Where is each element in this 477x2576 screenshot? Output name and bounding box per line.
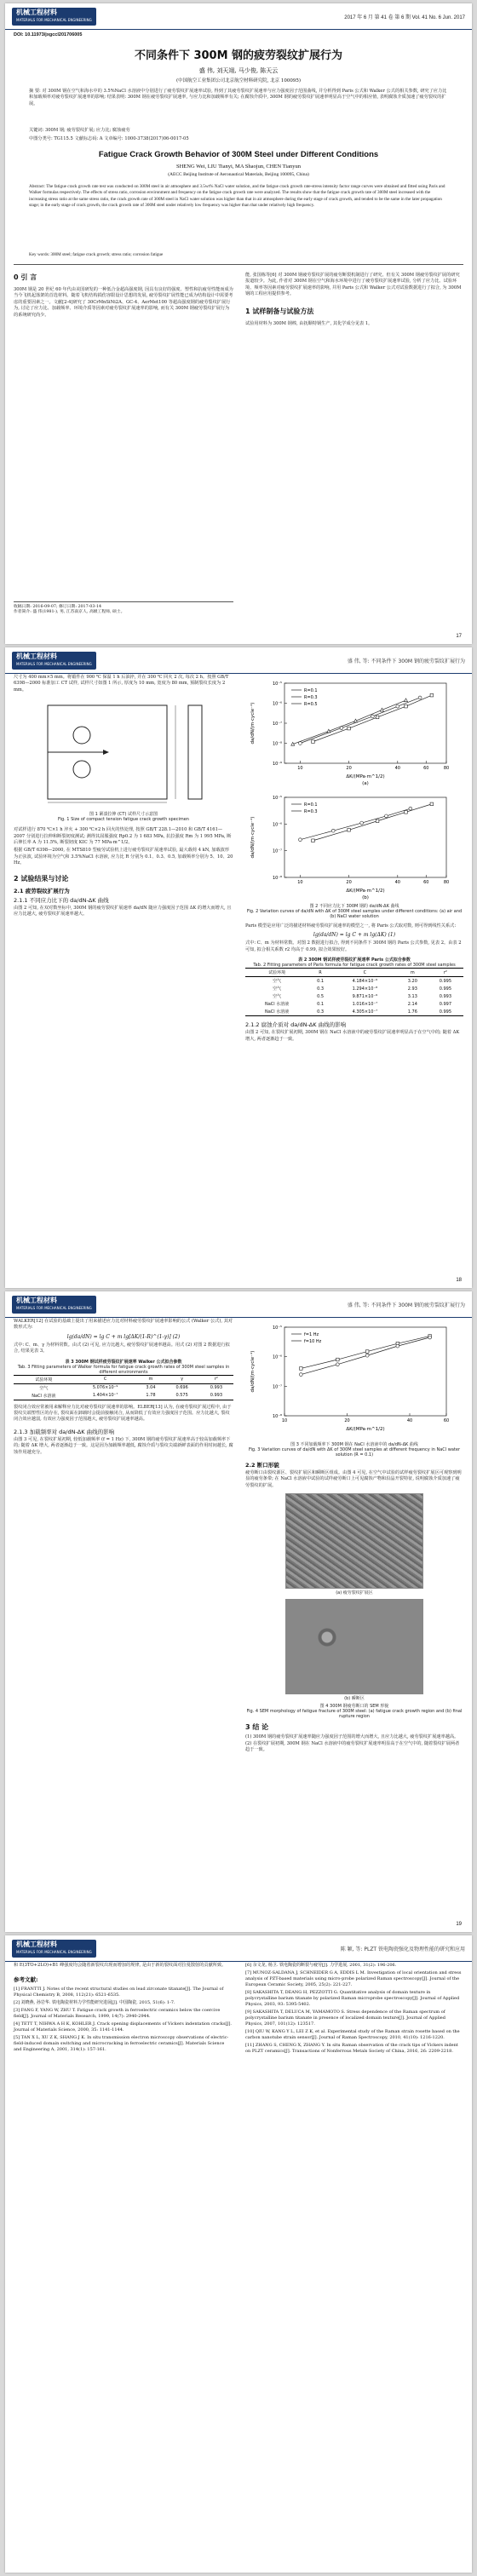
conclusion-text: (1) 300M 钢的疲劳裂纹扩展速率随应力强度因子范围的增大而增大, 且应力比越大, 疲劳裂纹扩展速率越高。 (2) 在裂纹扩展初期, 300M 钢在 NaCl 水溶液中的疲劳裂纹扩展速率明显高于在空气中的, 随着裂纹扩展两者趋于一致。 <box>245 1734 460 1753</box>
legend-label: R=0.1 <box>304 802 318 808</box>
reference-item: [6] 余文龙, 杨卫. 铁电陶瓷的断裂与疲劳[J]. 力学进展, 2001, 31(2): 196-206. <box>245 1963 397 1968</box>
title-en: Fatigue Crack Growth Behavior of 300M Steel under Different Conditions <box>98 150 379 159</box>
table-3-cell: 0.575 <box>175 1393 188 1399</box>
walker-fit-text: 式中: C、m、γ 为材料常数。由式 (2) 可见, 应力比越大, 疲劳裂纹扩展速率越高。用式 (2) 对图 2 数据进行拟合, 结果见表 3。 <box>14 1342 230 1354</box>
table-3-cell: 0.696 <box>175 1385 188 1391</box>
data-point <box>371 715 374 718</box>
table-2-row <box>245 1008 463 1016</box>
table-3-header-3: γ <box>181 1377 184 1383</box>
table-3-cell: 0.993 <box>210 1385 223 1391</box>
table-2-cell: 0.1 <box>317 1001 325 1007</box>
table-2-cell: 空气 <box>273 979 282 985</box>
y-axis-label: da/dN/(m·cycle⁻¹) <box>250 816 256 859</box>
left-column <box>14 1319 233 1456</box>
table-2-cell: NaCl 水溶液 <box>265 1009 290 1015</box>
table-2-cell: 0.1 <box>317 978 325 984</box>
table-3-row <box>14 1383 233 1392</box>
classification-cn: 中图分类号: TG115.5 文献标志码: A 文章编号: 1000-3738(2017)06-0017-05 <box>29 136 189 141</box>
y-tick-label: 10⁻⁵ <box>272 1325 282 1331</box>
abstract-cn: 摘 要: 对 300M 钢在空气和海水中的 3.5%NaCl 水溶液中分别进行了疲劳裂纹扩展速率试验, 得到了其疲劳裂纹扩展速率与应力强度因子范围曲线, 并分析得到 Paris 公式和 Walker 公式的相关参数, 研究了应力比和加载频率对疲劳裂纹扩展速率的影响; 结果表明: 300M 钢在疲劳裂纹扩展速率, 与应力比和加载频率有关; 在腐蚀介质中, 300M 钢的疲劳裂纹扩展速率明显高于空气中的相应值, 表明腐蚀介质加速了疲劳裂纹的扩展。 <box>29 89 447 106</box>
sem-image-a <box>285 1493 423 1589</box>
closure-text: 裂纹闭合效应常被用来解释应力比对疲劳裂纹扩展速率的影响。ELBER[13] 认为, 在疲劳裂纹扩展过程中, 由于裂纹尖端塑性区的存在, 裂纹面在卸载时会提前接触闭合, 从而降低了有效应力强度因子范围。应力比越大, 裂纹闭合效应越弱, 有效应力强度因子范围越大, 疲劳裂纹扩展速率越高。 <box>14 1404 232 1423</box>
heat-treatment-text: 对试样进行 870 ℃×1 h 淬火 + 300 ℃×2 h 回火的热处理, 按照 GB/T 228.1—2010 和 GB/T 4161—2007 分别进行拉伸和断裂韧度测试; 测得其屈服强度 Rp0.2 为 1 683 MPa, 抗拉强度 Rm 为 1 995 MPa, 断后伸长率 A 为 11.5%, 断裂韧度 KIC 为 77 MPa·m^1/2。 <box>14 827 232 846</box>
table-3-title: 表 3 300M 钢试样疲劳裂纹扩展速率 Walker 公式拟合参数 <box>65 1359 182 1365</box>
left-column <box>14 1963 233 2055</box>
reference-item: [5] TAN X L, XU Z K, SHANG J K. In situ transmission electron microscopy observations of electric-field-induced domain switching and microcracking in ferroelectric ceramics[J]. Materials Science and Engineering A, 2001, 314(1): 157-161. <box>14 2035 229 2053</box>
table-2-title-en: Tab. 2 Fitting parameters of Paris formula for fatigue crack growth rates of 300M steel samples <box>253 963 456 969</box>
table-3-cell: 1.404×10⁻⁷ <box>92 1393 118 1399</box>
table-3-header-2: m <box>148 1377 153 1383</box>
left-column <box>14 269 233 615</box>
journal-logo: 机械工程材料 MATERIALS FOR MECHANICAL ENGINEERING <box>12 1940 96 1958</box>
affiliation-en: (AECC Beijing Institute of Aeronautical Materials, Beijing 100095, China) <box>168 172 309 177</box>
y-tick-label: 10⁻⁹ <box>272 762 282 767</box>
table-2-cell: 2.14 <box>407 1001 417 1007</box>
paris-fit-text: 式中: C、m 为材料常数。对图 2 数据进行拟合, 得到不同条件下 300M 钢的 Paris 公式参数, 见表 2。由表 2 可知, 拟合相关系数 r2 均高于 0.99, 拟合效果较好。 <box>245 940 462 952</box>
page-number: 18 <box>456 1278 462 1283</box>
intro-text-right: 能, 张国栋等[6] 对 300M 钢疲劳裂纹扩展的疲劳断裂机制进行了研究。但有关 300M 钢疲劳裂纹扩展的研究报道较少。为此, 作者对 300M 钢在空气和海水环境中进行了疲劳裂纹扩展速率试验, 分析了应力比、试验环境、频率等因素对疲劳裂纹扩展速率的影响, 并用 Paris 公式和 Walker 公式对试验数据进行了拟合, 为 300M 钢的工程应用提供参考。 <box>245 273 462 297</box>
series-line-R=0.3 <box>300 698 420 744</box>
walker-text: WALKER[12] 在试验的基础上提出了用来描述应力比对材料疲劳裂纹扩展速率影响的公式 (Walker 公式), 其对数形式为: <box>14 1319 233 1331</box>
x-tick-label: 20 <box>346 880 352 885</box>
table-2-header-4: r² <box>443 969 447 975</box>
reference-item: [3] FANG F, YANG W, ZHU T. Fatigue crack growth in ferroelectric ceramics below the coercive field[J]. Journal of Materials Research, 1999, 14(7): 2940-2944. <box>14 2008 221 2020</box>
table-2-row <box>245 985 463 992</box>
table-2-cell: 1.76 <box>407 1009 417 1015</box>
figure-4b-caption: (b) 瞬断区 <box>344 1696 365 1702</box>
table-2-cell: 4.305×10⁻⁷ <box>352 1009 378 1015</box>
reference-item: [7] MUNOZ-SALDANA J, SCHNEIDER G A, EDDIS L M. Investigation of local orientation and stress analysis of PZT-based materials using micro-probe polarized Raman spectroscopy[J]. Journal of the European Ceramic Society, 2005, 25(2): 221-227. <box>245 1970 462 1987</box>
figure-4-caption-en: Fig. 4 SEM morphology of fatigue fracture of 300M steel: (a) fatigue crack growth region and (b) final rupture region <box>246 1709 463 1720</box>
table-2-cell: 1.016×10⁻⁷ <box>352 1001 378 1007</box>
y-tick-label: 10⁻⁵ <box>272 796 282 801</box>
journal-issue: 2017 年 6 月 第 41 卷 第 6 期 Vol. 41 No. 6 Jun. 2017 <box>344 14 465 20</box>
figure-1-caption: 图 1 紧凑拉伸 (CT) 试样尺寸示意图 <box>89 812 158 818</box>
data-point <box>336 1358 340 1361</box>
table-2-cell: 0.995 <box>439 978 452 984</box>
data-point <box>300 1367 303 1371</box>
x-tick-label: 40 <box>394 766 400 771</box>
table-2-cell: 2.93 <box>407 986 417 992</box>
table-2-cell: 0.997 <box>439 1001 452 1007</box>
affiliation-cn: (中国航空工业集团公司北京航空材料研究院, 北京 100095) <box>175 78 302 83</box>
table-3 <box>14 1375 233 1400</box>
y-tick-label: 10⁻⁵ <box>272 681 282 687</box>
table-2-cell: 0.3 <box>317 986 325 992</box>
y-tick-label: 10⁻⁶ <box>272 822 282 828</box>
y-tick-label: 10⁻⁸ <box>272 1414 282 1419</box>
data-point <box>360 821 364 825</box>
table-2-cell: 1.294×10⁻⁸ <box>352 986 378 992</box>
chart-fig2b <box>245 789 463 900</box>
legend-label: R=0.3 <box>304 809 318 814</box>
y-axis-label: da/dN/(m·cycle⁻¹) <box>250 702 256 745</box>
reference-item: [1] FRANTTI J. Notes of the recent structural studies on lead zirconate titanate[J]. The Journal of Physical Chemistry B, 2008, 112(21): 6521-6535. <box>14 1987 224 1998</box>
specimen-text: 尺寸为 400 mm×5 mm。将锻件在 900 ℃ 保温 1 h 后油淬, 并在 300 ℃ 回火 2 次, 每次 2 h。按照 GB/T 6398—2000 标准加工 CT 试样, 试样尺寸如图 1 所示, 厚度为 10 mm, 宽度为 80 mm, 预制裂纹长度为 2 mm。 <box>14 675 229 693</box>
running-title: 陈 颖, 等: PLZT 铁电陶瓷强化及物理性能的研究和应用 <box>340 1946 465 1952</box>
continued-text: 和 E(3TO+2LO)+B1 峰强度均会随着新裂纹出现而增加的规律, 是由于新的裂纹面对拉曼散射的贡献所致。 <box>14 1963 227 1968</box>
x-tick-label: 20 <box>346 766 352 771</box>
page-number: 19 <box>456 1922 462 1927</box>
chart-panel-label: (a) <box>362 781 369 785</box>
table-2-cell: 0.3 <box>317 1009 325 1015</box>
doi: DOI: 10.11973/jxgccl201706005 <box>14 32 83 37</box>
abstract-en: Abstract: The fatigue crack growth rate test was conducted on 300M steel in air atmosphere and 3.5wt% NaCl water solution, and the fatigue crack growth rate-stress intensity factor range curves were obtained and fitted using Paris and Walker formulas respectively. The effects of stress ratio, corrosion environment and frequency on the fatigue crack growth rate were analyzed. The results show that the fatigue crack growth rate of 300M steel increased with the increasing stress ratio at the same stress ratio, the crack growth rate of 300M steel in NaCl water solution was higher than that in air atmosphere during the early stage of crack growth, and tended to be the same in the later propagation stage; in the early stage of crack growth, the crack growth rate of 300M steel under relatively low frequency was higher than that under relatively high frequency. <box>29 184 445 209</box>
data-point <box>384 814 388 818</box>
x-tick-label: 10 <box>281 1418 288 1423</box>
series-line-R=0.1 <box>313 695 431 741</box>
stress-ratio-text: 由图 2 可知, 在双对数坐标中, 300M 钢的疲劳裂纹扩展速率 da/dN 随应力强度因子范围 ΔK 的增大而增大, 且应力比越大, 疲劳裂纹扩展速率越大。 <box>14 905 232 917</box>
table-2-cell: NaCl 水溶液 <box>265 1002 290 1008</box>
test-method-text: 根据 GB/T 6398—2000, 在 MTS810 型疲劳试验机上进行疲劳裂纹扩展速率试验, 最大载荷 4 kN, 加载波形为正弦波, 试验环境为空气和 3.5%NaCl 水溶液, 应力比 R 分别为 0.1、0.3、0.5, 加载频率分别为 5、10、20 Hz。 <box>14 848 233 866</box>
table-3-cell: 0.993 <box>210 1393 223 1399</box>
data-point <box>312 740 315 744</box>
section-heading-1: 1 试样制备与试验方法 <box>245 307 314 315</box>
data-point <box>428 1336 432 1339</box>
corrosion-text: 由图 2 可知, 在裂纹扩展初期, 300M 钢在 NaCl 水溶液中的疲劳裂纹扩展速率明显高于在空气中的; 随着 ΔK 增大, 两者逐渐趋于一致。 <box>245 1030 460 1042</box>
figure-3-caption-en: Fig. 3 Variation curves of da/dN with ΔK of 300M steel samples at different frequency in NaCl water solution (R = 0.1) <box>248 1447 461 1458</box>
footnote: 收稿日期: 2016-09-07; 修订日期: 2017-03-14 作者简介: 盛 伟(1981-), 男, 江苏南京人, 高级工程师, 硕士。 <box>14 601 233 616</box>
table-2-cell: 0.995 <box>439 986 452 992</box>
series-line-R=0.1 <box>313 804 431 841</box>
reference-item: [9] SAKASHITA T, DELUCA M, YAMAMOTO S. Stress dependence of the Raman spectrum of polycrystalline barium titanate in presence of localized domain texture[J]. Journal of Applied Physics, 2007, 101(12): 123517. <box>245 2010 445 2027</box>
data-point <box>376 716 379 719</box>
table-2-cell: 0.993 <box>439 993 452 999</box>
journal-header <box>5 3 472 30</box>
x-tick-label: 40 <box>394 880 400 885</box>
table-3-header-1: C <box>103 1377 107 1383</box>
section-heading-2: 2 试验结果与讨论 <box>14 874 69 883</box>
figure-4-caption: 图 4 300M 钢疲劳断口的 SEM 形貌 <box>319 1704 389 1710</box>
x-tick-label: 60 <box>423 766 429 771</box>
data-point <box>396 704 399 708</box>
x-tick-label: 40 <box>406 1418 413 1423</box>
data-point <box>418 696 422 699</box>
table-2-cell: 空气 <box>273 986 282 992</box>
table-2-header-3: m <box>410 969 415 975</box>
figure-1-caption-en: Fig. 1 Size of compact tension fatigue crack growth specimen <box>58 817 189 823</box>
authors-en: SHENG Wei, LIU Tianyi, MA Shaojun, CHEN Tianyun <box>176 164 301 170</box>
data-point <box>299 1373 302 1377</box>
table-2-row <box>245 1000 463 1008</box>
chart-fig2a <box>245 675 463 785</box>
authors-cn: 盛 伟, 刘天翊, 马少俊, 陈天云 <box>198 67 279 74</box>
table-3-row <box>14 1392 233 1400</box>
y-tick-label: 10⁻⁸ <box>272 876 282 881</box>
reference-item: [10] QIU W, KANG Y L, LEI Z K, et al. Experimental study of the Raman strain rosette based on the carbon nanotube strain sensor[J]. Journal of Raman Spectroscopy, 2010, 41(10): 1216-1220. <box>245 2029 460 2040</box>
table-3-cell: 1.78 <box>146 1393 156 1399</box>
table-2-header-0: 试验环境 <box>268 970 286 976</box>
x-axis-label: ΔK/(MPa·m^1/2) <box>346 774 385 779</box>
right-column <box>245 1319 463 1753</box>
reference-item: [2] 刘晓燕, 孙岩华. 铁电陶瓷材料力学性能研究进展[J]. 中国陶瓷, 2015, 51(6): 1-7. <box>14 2000 175 2006</box>
table-3-cell: 3.04 <box>146 1385 156 1391</box>
x-tick-label: 20 <box>344 1418 350 1423</box>
right-column <box>245 675 463 1043</box>
journal-header <box>5 1935 472 1962</box>
section-1-text: 试验用材料为 300M 钢棒, 由抚顺特钢生产, 其化学成分见表 1。 <box>245 320 373 326</box>
y-tick-label: 10⁻⁸ <box>272 741 282 747</box>
journal-logo: 机械工程材料 MATERIALS FOR MECHANICAL ENGINEERING <box>12 1296 96 1314</box>
x-tick-label: 60 <box>423 880 429 885</box>
running-title: 盛 伟, 等: 不同条件下 300M 钢的疲劳裂纹扩展行为 <box>347 658 465 664</box>
table-2-cell: 0.995 <box>439 1009 452 1015</box>
data-point <box>299 838 302 842</box>
paris-text: Paris 模型是应用广泛的描述材料疲劳裂纹扩展速率的模型之一, 将 Paris 公式取对数, 则可得到线性关系式: <box>245 923 457 929</box>
data-point <box>336 1363 339 1366</box>
references-heading: 参考文献: <box>14 1976 38 1984</box>
subsection-2-2: 2.2 断口形貌 <box>245 1462 279 1469</box>
paper-page-3 <box>5 1291 472 1932</box>
y-tick-label: 10⁻⁷ <box>272 1384 282 1390</box>
table-2-cell: 3.20 <box>407 978 417 984</box>
legend-label: f=1 Hz <box>304 1332 319 1337</box>
table-2-cell: 9.871×10⁻⁹ <box>352 993 378 999</box>
data-point <box>396 1344 399 1348</box>
legend-label: R=0.1 <box>304 688 318 693</box>
paper-page-1 <box>5 3 472 644</box>
data-point <box>405 704 408 708</box>
chart-fig3 <box>245 1319 463 1438</box>
keywords-cn: 关键词: 300M 钢; 疲劳裂纹扩展; 应力比; 腐蚀疲劳 <box>29 128 130 133</box>
table-2-header-1: R <box>319 969 322 975</box>
y-tick-label: 10⁻⁷ <box>272 848 282 854</box>
table-2-cell: 空气 <box>273 994 282 1000</box>
sem-image-b <box>285 1599 423 1694</box>
journal-logo: 机械工程材料 MATERIALS FOR MECHANICAL ENGINEERING <box>12 652 96 670</box>
table-2-row <box>245 977 463 986</box>
paper-page-4 <box>5 1935 472 2573</box>
x-axis-label: ΔK/(MPa·m^1/2) <box>346 1427 385 1432</box>
reference-item: [4] TETT T, NIHWA A H K, KOHLER J. Crack opening displacements of Vickers indentation cracks[J]. Journal of Materials Science, 2000, 35: 1141-1144. <box>14 2021 233 2033</box>
keywords-en: Key words: 300M steel; fatigue crack growth; stress ratio; corrosion fatigue <box>29 252 164 257</box>
frequency-text: 由图 3 可见, 在裂纹扩展初期, 较低加载频率 (f = 1 Hz) 下, 300M 钢的疲劳裂纹扩展速率高于较高加载频率下的; 随着 ΔK 增大, 两者逐渐趋于一致。这是因为加载频率越低, 腐蚀介质与裂纹尖端新鲜表面的作用时间越长, 腐蚀作用越充分。 <box>14 1436 233 1455</box>
figure-2-caption: 图 2 不同应力比下 300M 钢的 da/dN-ΔK 曲线 <box>309 904 399 909</box>
subsection-2-1-2: 2.1.2 腐蚀介质对 da/dN-ΔK 曲线的影响 <box>245 1021 347 1029</box>
running-title: 盛 伟, 等: 不同条件下 300M 钢的疲劳裂纹扩展行为 <box>347 1302 465 1308</box>
references-list-right <box>245 1963 463 2055</box>
x-tick-label: 10 <box>297 880 303 885</box>
equation-2: lg(da/dN) = lg C + m lg[ΔK/(1-R)^(1-γ)] (2) <box>66 1333 181 1340</box>
table-2-row <box>245 992 463 1000</box>
left-column <box>14 675 233 917</box>
table-3-cell: 5.076×10⁻⁹ <box>92 1385 118 1391</box>
table-3-cell: NaCl 水溶液 <box>32 1393 56 1399</box>
divider <box>14 264 463 265</box>
figure-4a-caption: (a) 疲劳裂纹扩展区 <box>336 1590 373 1596</box>
table-3-title-en: Tab. 3 Fitting parameters of Walker formula for fatigue crack growth rates of 300M steel samples in different environments <box>17 1364 230 1375</box>
subsection-2-1-1: 2.1.1 不同应力比下的 da/dN-ΔK 曲线 <box>14 896 109 904</box>
journal-header <box>5 1291 472 1318</box>
y-axis-label: da/dN/(m·cycle⁻¹) <box>250 1350 256 1393</box>
figure-3-caption: 图 3 不同加载频率下 300M 钢在 NaCl 水溶液中的 da/dN-ΔK 曲线 <box>290 1442 418 1447</box>
data-point <box>331 829 335 832</box>
right-column <box>245 1963 463 2056</box>
data-point <box>430 693 434 697</box>
x-tick-label: 80 <box>443 766 450 771</box>
subsection-2-1-3: 2.1.3 加载频率对 da/dN-ΔK 曲线的影响 <box>14 1428 115 1435</box>
legend-label: R=0.5 <box>304 702 318 707</box>
data-point <box>405 699 408 702</box>
table-3-cell: 空气 <box>39 1385 49 1391</box>
x-tick-label: 10 <box>297 766 303 771</box>
x-tick-label: 80 <box>443 880 450 885</box>
title-cn: 不同条件下 300M 钢的疲劳裂纹扩展行为 <box>134 49 343 62</box>
y-tick-label: 10⁻⁶ <box>272 701 282 707</box>
legend-label: R=0.3 <box>304 695 318 700</box>
x-tick-label: 60 <box>443 1418 450 1423</box>
section-heading-0: 0 引 言 <box>14 273 37 281</box>
page-number: 17 <box>456 634 462 639</box>
data-point <box>376 819 379 823</box>
table-2-cell: 4.184×10⁻⁹ <box>352 978 378 984</box>
right-column <box>245 269 463 327</box>
y-tick-label: 10⁻⁶ <box>272 1354 282 1360</box>
data-point <box>409 807 412 810</box>
equation-1: lg(da/dN) = lg C + m lg(ΔK) (1) <box>313 932 396 939</box>
subsection-2-1: 2.1 疲劳裂纹扩展行为 <box>14 887 70 894</box>
figure-1-specimen-drawing <box>14 697 233 808</box>
data-point <box>430 802 434 806</box>
data-point <box>405 811 408 814</box>
data-point <box>348 828 351 831</box>
data-point <box>365 1354 369 1357</box>
figure-2-caption-en: Fig. 2 Variation curves of da/dN with ΔK of 300M steel samples under different conditions: (a) air and (b) NaCl water solution <box>246 909 463 919</box>
table-3-header-4: r² <box>214 1377 218 1383</box>
x-axis-label: ΔK/(MPa·m^1/2) <box>346 888 385 894</box>
reference-item: [8] SAKASHITA T, DEANG H, PEZZOTTI G. Quantitative analysis of domain texture in polycrystalline barium titanate by polarized Raman microprobe spectroscopy[J]. Journal of Applied Physics, 2003, 93: 5395-5402. <box>245 1990 460 2007</box>
table-2-cell: 3.13 <box>407 993 417 999</box>
data-point <box>348 727 351 730</box>
paper-page-2 <box>5 647 472 1288</box>
journal-logo: 机械工程材料 MATERIALS FOR MECHANICAL ENGINEERING <box>12 8 96 26</box>
legend-label: f=10 Hz <box>304 1339 322 1344</box>
table-2-cell: 0.5 <box>317 993 325 999</box>
data-point <box>312 839 315 842</box>
table-2 <box>245 968 463 1016</box>
intro-text-left: 300M 钢是 20 世纪 60 年代由美国研发的一种低合金超高强度钢, 因具有良好的强度、塑性和抗疲劳性能而成为当今飞机起落架的首选材料。随着飞机结构损伤容限设计思想的发展, 疲劳裂纹扩展性能已成为结构设计中需要考虑的重要因素之一。文献[2-4]研究了 30CrMnSiNi2A、GC-4、AerMet100 等超高强度钢的疲劳裂纹扩展行为, 讨论了应力比、加载频率、环境介质等因素对疲劳裂纹扩展速率的影响, 而有关 300M 钢疲劳裂纹扩展行为的系统研究尚少。 <box>14 287 233 318</box>
y-tick-label: 10⁻⁷ <box>272 722 282 727</box>
chart-panel-label: (b) <box>362 895 369 900</box>
fracture-text: 疲劳断口由裂纹源区、裂纹扩展区和瞬断区组成。由图 4 可见, 在空气中试验的试样疲劳裂纹扩展区可观察到明显的疲劳条带; 在 NaCl 水溶液中试验的试样疲劳断口上可见腐蚀产物和沿晶开裂特征, 说明腐蚀介质加速了疲劳裂纹的扩展。 <box>245 1470 462 1488</box>
reference-item: [11] ZHANG S, CHENG X, ZHANG Y. In situ Raman observation of the crack tips of Vickers indent on PLZT ceramics[J]. Transactions of Nonferrous Metals Society of China, 2016, 26: 2209-2218. <box>245 2043 458 2054</box>
table-3-header-0: 试验环境 <box>35 1377 53 1383</box>
table-2-header-2: C <box>363 969 367 975</box>
table-2-title: 表 2 300M 钢试样疲劳裂纹扩展速率 Paris 公式拟合参数 <box>298 957 411 963</box>
data-point <box>365 1350 369 1354</box>
journal-header <box>5 647 472 674</box>
section-heading-3: 3 结 论 <box>245 1723 269 1732</box>
references-list-left <box>14 1987 233 2053</box>
